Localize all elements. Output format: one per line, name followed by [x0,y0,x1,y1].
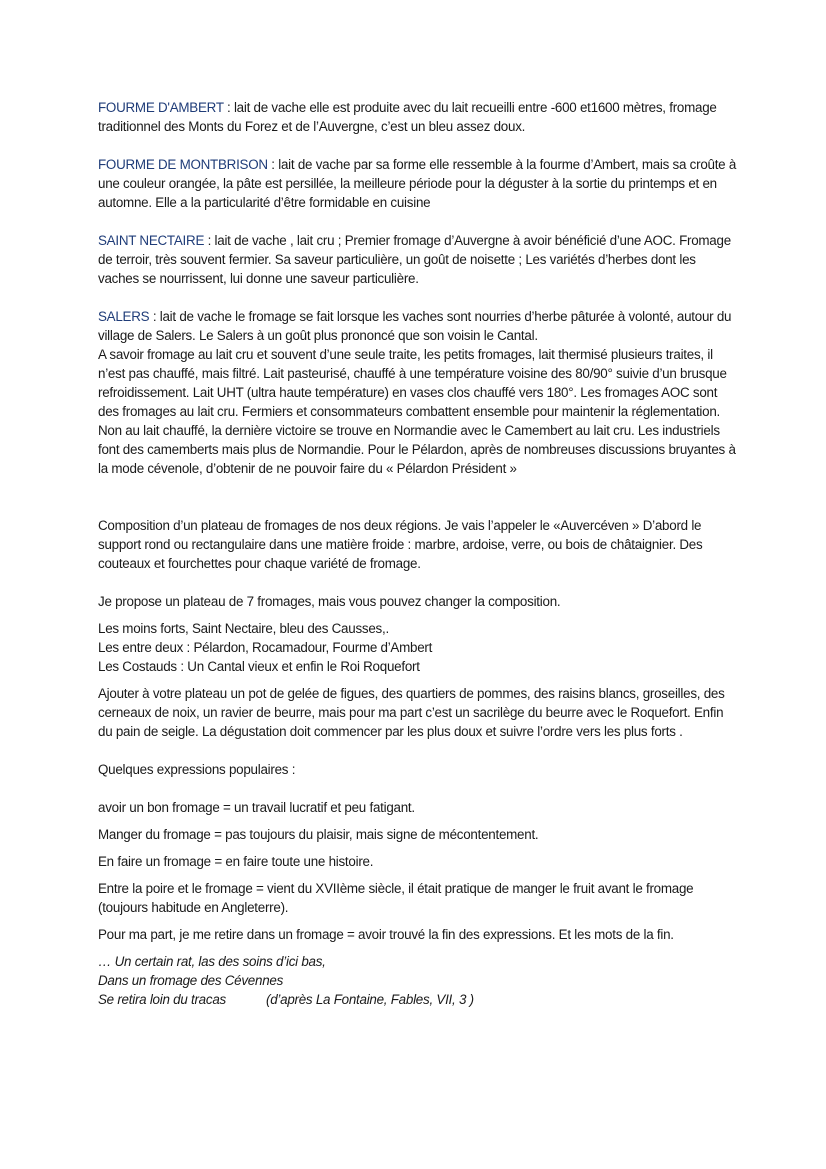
poem-line: … Un certain rat, las des soins d’ici bas, [98,954,326,969]
cheese-name: FOURME DE MONTBRISON [98,157,268,172]
document-page [98,98,738,1009]
cheese-description: : lait de vache , lait cru ; Premier fromage d’Auvergne à avoir bénéficié d’une AOC. Fromage de terroir, très souvent fermier. Sa saveur particulière, un goût de noisette ; Les variétés d’herbes dont les vaches se nourrissent, lui donne une saveur particulière. [98,233,731,286]
poem-attribution: (d’après La Fontaine, Fables, VII, 3 ) [265,992,474,1007]
cheese-entry-fourme-montbrison [98,155,738,212]
category-strong: Les Costauds : Un Cantal vieux et enfin le Roi Roquefort [98,659,420,674]
composition-paragraph: Composition d’un plateau de fromages de nos deux régions. Je vais l’appeler le «Auvercéven » D’abord le support rond ou rectangulaire dans une matière froide : marbre, ardoise, verre, ou bois de châtaignier. Des couteaux et fourchettes pour chaque variété de fromage. [98,518,703,571]
cheese-entry-salers [98,307,738,345]
expression-item: Manger du fromage = pas toujours du plaisir, mais signe de mécontentement. [98,827,539,842]
cheese-name: FOURME D'AMBERT [98,100,224,115]
expression-item: avoir un bon fromage = un travail lucratif et peu fatigant. [98,800,415,815]
expression-item: Pour ma part, je me retire dans un fromage = avoir trouvé la fin des expressions. Et les mots de la fin. [98,927,674,942]
proposal-paragraph: Je propose un plateau de 7 fromages, mais vous pouvez changer la composition. [98,594,561,609]
cheese-description: : lait de vache le fromage se fait lorsque les vaches sont nourries d’herbe pâturée à volonté, autour du village de Salers. Le Salers à un goût plus prononcé que son voisin le Cantal. [98,309,732,343]
expressions-title: Quelques expressions populaires : [98,762,296,777]
cheese-name: SALERS [98,309,150,324]
expression-item: En faire un fromage = en faire toute une histoire. [98,854,374,869]
expression-item: Entre la poire et le fromage = vient du XVIIème siècle, il était pratique de manger le fruit avant le fromage (toujours habitude en Angleterre). [98,881,694,915]
cheese-name: SAINT NECTAIRE [98,233,205,248]
cheese-description: : lait de vache elle est produite avec du lait recueilli entre -600 et1600 mètres, fromage traditionnel des Monts du Forez et de l’Auvergne, c’est un bleu assez doux. [98,100,717,134]
category-mild: Les moins forts, Saint Nectaire, bleu des Causses,. [98,621,389,636]
poem [98,952,738,1009]
category-medium: Les entre deux : Pélardon, Rocamadour, Fourme d’Ambert [98,640,433,655]
milk-info-paragraph: A savoir fromage au lait cru et souvent d’une seule traite, les petits fromages, lait thermisé plusieurs traites, il n’est pas chauffé, mais filtré. Lait pasteurisé, chauffé à une température voisine des 80/90° suivie d’un brusque refroidissement. Lait UHT (ultra haute température) en vases clos chauffé vers 180°. Les fromages AOC sont des fromages au lait cru. Fermiers et consommateurs combattent ensemble pour maintenir la réglementation. Non au lait chauffé, la dernière victoire se trouve en Normandie avec le Camembert au lait cru. Les industriels font des camemberts mais plus de Normandie. Pour le Pélardon, après de nombreuses discussions bruyantes à la mode cévenole, d’obtenir de ne pouvoir faire du « Pélardon Président » [98,347,736,476]
cheese-description: : lait de vache par sa forme elle ressemble à la fourme d’Ambert, mais sa croûte à une couleur orangée, la pâte est persillée, la meilleure période pour la déguster à la sortie du printemps et en automne. Elle a la particularité d’être formidable en cuisine [98,157,737,210]
poem-line: Dans un fromage des Cévennes [98,973,284,988]
accompaniments-paragraph: Ajouter à votre plateau un pot de gelée de figues, des quartiers de pommes, des raisins blancs, groseilles, des cerneaux de noix, un ravier de beurre, mais pour ma part c’est un sacrilège du beurre avec le Roquefort. Enfin du pain de seigle. La dégustation doit commencer par les plus doux et suivre l’ordre vers les plus forts . [98,686,725,739]
cheese-entry-saint-nectaire [98,231,738,288]
poem-line-text: Se retira loin du tracas [98,992,226,1007]
poem-line [98,990,738,1009]
cheese-entry-fourme-ambert [98,98,738,136]
